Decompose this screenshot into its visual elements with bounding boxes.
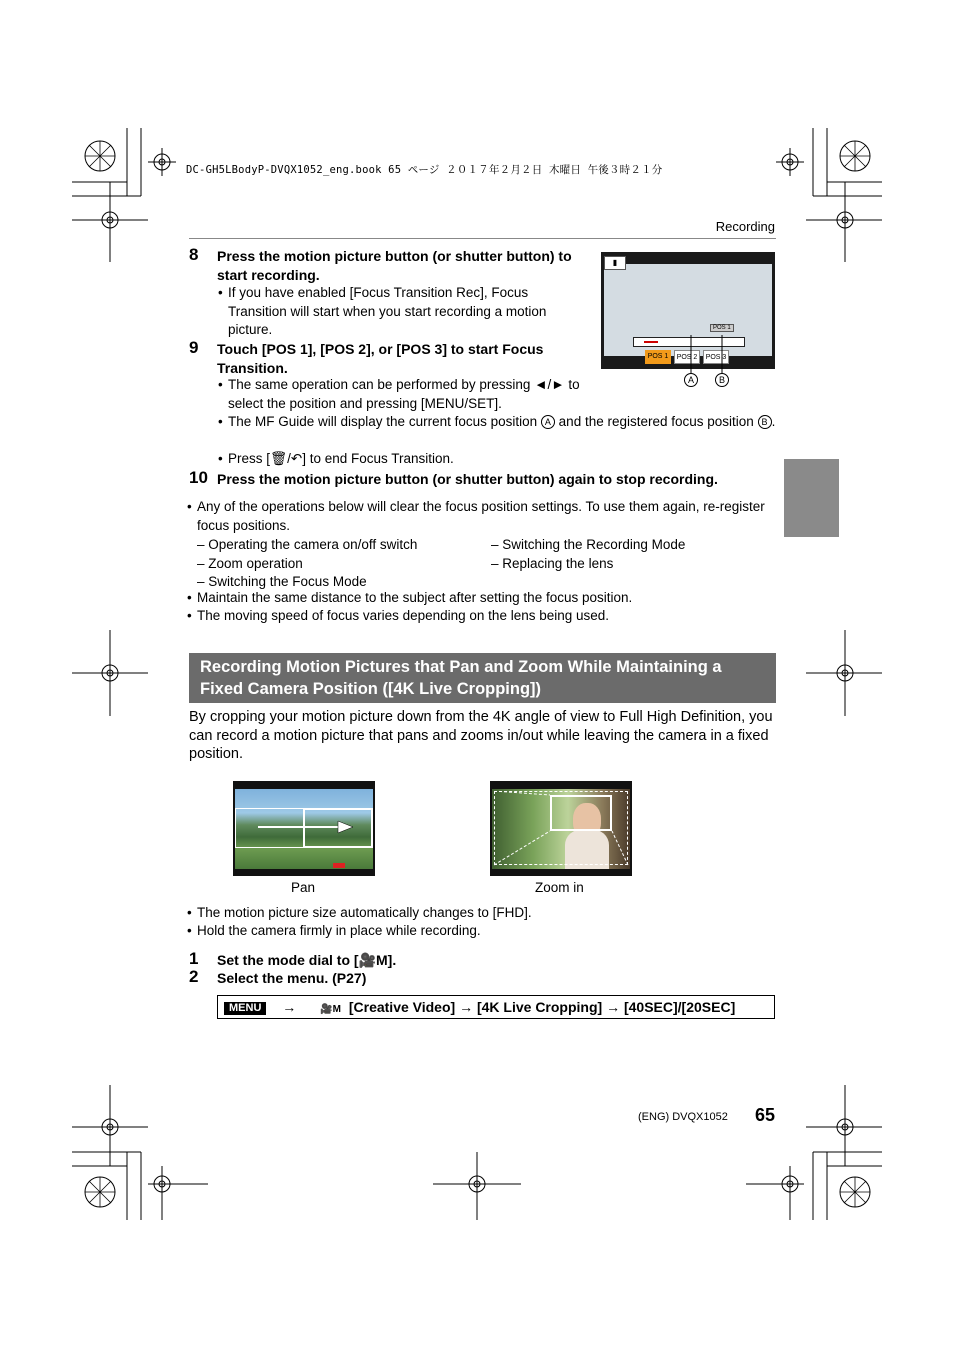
menu-4k-live-cropping: [4K Live Cropping] xyxy=(476,999,603,1015)
movie-mode-icon: ▮ xyxy=(604,256,626,270)
callout-a-inline: A xyxy=(541,415,555,429)
note-right-list: – Switching the Recording Mode – Replacing the lens xyxy=(491,537,686,571)
pos-marker: POS 1 xyxy=(710,324,734,332)
menu-path-box: MENU → 🎥M [Creative Video] → [4K Live Cropping] → [40SEC]/[20SEC] xyxy=(217,995,775,1019)
zoom-figure xyxy=(490,781,632,876)
creative-video-mode-icon: 🎥M xyxy=(358,952,388,968)
pan-figure xyxy=(233,781,375,876)
note-distance: • Maintain the same distance to the subject after setting the focus position. xyxy=(187,590,633,605)
step-1-text: Set the mode dial to [🎥M]. xyxy=(217,952,397,968)
step-2-text: Select the menu. (P27) xyxy=(217,970,367,986)
pos-1-button[interactable]: POS 1 xyxy=(645,350,671,364)
footer-code: (ENG) DVQX1052 xyxy=(638,1111,728,1123)
section-title-banner: Recording Motion Pictures that Pan and Zoom While Maintaining a Fixed Camera Position ([4K Live Cropping]) xyxy=(189,653,776,703)
pos-2-button[interactable]: POS 2 xyxy=(674,350,700,364)
step-9-bullet-1: • The same operation can be performed by pressing ◄/► to select the position and pressing [MENU/SET]. xyxy=(218,377,580,411)
creative-video-icon: 🎥M xyxy=(320,1004,341,1015)
callout-a: A xyxy=(684,373,698,387)
header-rule xyxy=(189,238,776,239)
chapter-tab xyxy=(784,459,839,537)
step-1-number: 1 xyxy=(189,949,199,968)
note-clear-settings: • Any of the operations below will clear the focus position settings. To use them again, re-register focus positions. xyxy=(187,499,765,533)
step-8-bullet: • If you have enabled [Focus Transition Rec], Focus Transition will start when you start recording a motion picture. xyxy=(218,285,547,337)
section-intro: By cropping your motion picture down from the 4K angle of view to Full High Definition, you can record a motion picture that pans and zooms in/out while leaving the camera in a fixed position. xyxy=(189,709,773,762)
note-hold-firmly: • Hold the camera firmly in place while recording. xyxy=(187,923,481,938)
zoom-caption: Zoom in xyxy=(535,880,584,895)
trash-icon: 🗑 xyxy=(270,451,288,466)
pan-caption: Pan xyxy=(291,880,316,895)
step-8-text: Press the motion picture button (or shutter button) to start recording. xyxy=(217,248,572,283)
note-speed: • The moving speed of focus varies depending on the lens being used. xyxy=(187,608,610,623)
return-icon: ↶ xyxy=(290,451,303,466)
callout-lines xyxy=(680,335,730,375)
step-8-number: 8 xyxy=(189,245,199,264)
pos-3-button[interactable]: POS 3 xyxy=(703,350,729,364)
step-9-bullet-3: • Press [🗑/↶] to end Focus Transition. xyxy=(218,451,454,466)
step-9-bullet-2: • The MF Guide will display the current focus position A and the registered focus position B . xyxy=(218,414,776,429)
step-10-text: Press the motion picture button (or shutter button) again to stop recording. xyxy=(217,471,718,487)
menu-badge: MENU xyxy=(224,1002,266,1015)
menu-creative-video: [Creative Video] xyxy=(348,999,456,1015)
note-fhd: • The motion picture size automatically changes to [FHD]. xyxy=(187,905,532,920)
menu-options: [40SEC]/[20SEC] xyxy=(623,999,736,1015)
step-9-text: Touch [POS 1], [POS 2], or [POS 3] to start Focus Transition. xyxy=(217,341,544,376)
callout-b-inline: B xyxy=(758,415,772,429)
callout-b: B xyxy=(715,373,729,387)
step-9-number: 9 xyxy=(189,338,199,357)
step-2-number: 2 xyxy=(189,967,199,986)
print-file-info: DC-GH5LBodyP-DVQX1052_eng.book 65 ページ ２０１７年２月２日 木曜日 午後３時２１分 xyxy=(186,164,663,176)
note-left-list: – Operating the camera on/off switch – Zoom operation – Switching the Focus Mode xyxy=(197,537,418,589)
step-10-number: 10 xyxy=(189,468,208,487)
section-label: Recording xyxy=(715,219,775,234)
page-number: 65 xyxy=(755,1105,776,1125)
